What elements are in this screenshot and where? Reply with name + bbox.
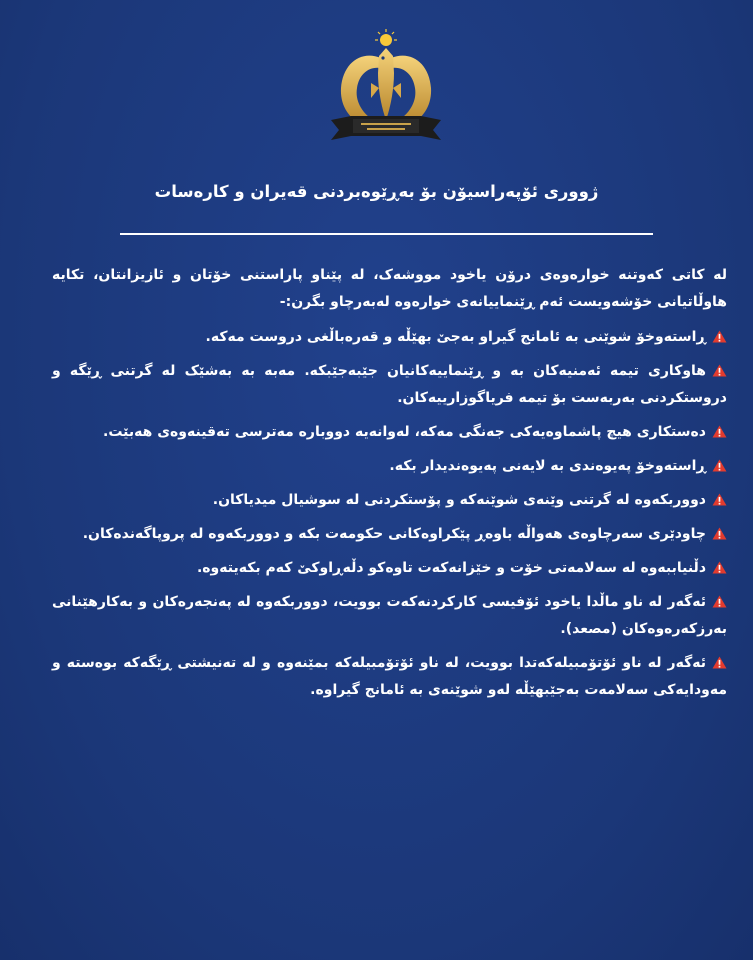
- instruction-item: [52, 487, 727, 514]
- warning-icon: [712, 330, 727, 343]
- instruction-text: هاوکاری تیمە ئەمنیەکان بە و ڕێنماییەکانیان جێبەجێبکە. مەبە بە بەشێک لە گرتنی ڕێگە و دروستکردنی بەربەست بۆ تیمە فریاگوزارییەکان.: [52, 363, 727, 406]
- warning-icon: [712, 595, 727, 608]
- instruction-item: [52, 555, 727, 582]
- instruction-item: [52, 358, 727, 412]
- warning-icon: [712, 425, 727, 438]
- instructions: [52, 262, 727, 711]
- kurdistan-emblem-icon: [321, 28, 451, 148]
- warning-icon: [712, 459, 727, 472]
- instruction-text: ئەگەر لە ناو ئۆتۆمبیلەکەتدا بوویت، لە ناو ئۆتۆمبیلەکە بمێنەوە و لە تەنیشتی ڕێگەکە بوەستە و مەودایەکی سەلامەت بەجێبهێڵە لەو شوێنەی بە ئامانج گیراوە.: [52, 655, 727, 698]
- instruction-item: [52, 419, 727, 446]
- instruction-text: دڵنیاببەوە لە سەلامەتی خۆت و خێزانەکەت تاوەکو دڵەڕاوکێ کەم بکەیتەوە.: [196, 560, 706, 576]
- warning-icon: [712, 364, 727, 377]
- warning-icon: [712, 493, 727, 506]
- page-title: ژووری ئۆپەراسیۆن بۆ بەڕێوەبردنی قەیران و کارەسات: [154, 182, 599, 201]
- instruction-text: ڕاستەوخۆ پەیوەندی بە لایەنی پەیوەندیدار بکە.: [389, 458, 706, 474]
- instruction-text: دەستکاری هیچ پاشماوەیەکی جەنگی مەکە، لەوانەیە دووبارە مەترسی تەقینەوەی هەبێت.: [103, 424, 706, 440]
- instruction-item: [52, 589, 727, 643]
- intro-text: لە کاتی کەوتنە خوارەوەی درۆن یاخود مووشەک، لە پێناو پاراستنی خۆتان و ئازیزانتان، تکایە هاوڵاتیانی خۆشەویست ئەم ڕێنماییانەی خوارەوە لەبەرچاو بگرن:-: [52, 267, 727, 310]
- title-divider: [120, 233, 653, 235]
- warning-icon: [712, 527, 727, 540]
- instruction-item: [52, 650, 727, 704]
- instruction-text: چاودێری سەرچاوەی هەواڵە باوەڕ پێکراوەکانی حکومەت بکە و دووربکەوە لە پروپاگەندەکان.: [82, 526, 706, 542]
- instruction-text: ئەگەر لە ناو ماڵدا یاخود ئۆفیسی کارکردنەکەت بوویت، دووربکەوە لە پەنجەرەکان و بەکارهێنانی بەرزکەرەوەکان (مصعد).: [52, 594, 727, 637]
- instruction-text: ڕاستەوخۆ شوێنی بە ئامانج گیراو بەجێ بهێڵە و قەرەباڵغی دروست مەکە.: [205, 329, 706, 345]
- warning-icon: [712, 561, 727, 574]
- instruction-item: [52, 521, 727, 548]
- instruction-item: [52, 324, 727, 351]
- warning-icon: [712, 656, 727, 669]
- instruction-item: [52, 453, 727, 480]
- instruction-list: [52, 324, 727, 704]
- instruction-text: دووربکەوە لە گرتنی وێنەی شوێنەکە و پۆستکردنی لە سوشیال میدیاکان.: [212, 492, 706, 508]
